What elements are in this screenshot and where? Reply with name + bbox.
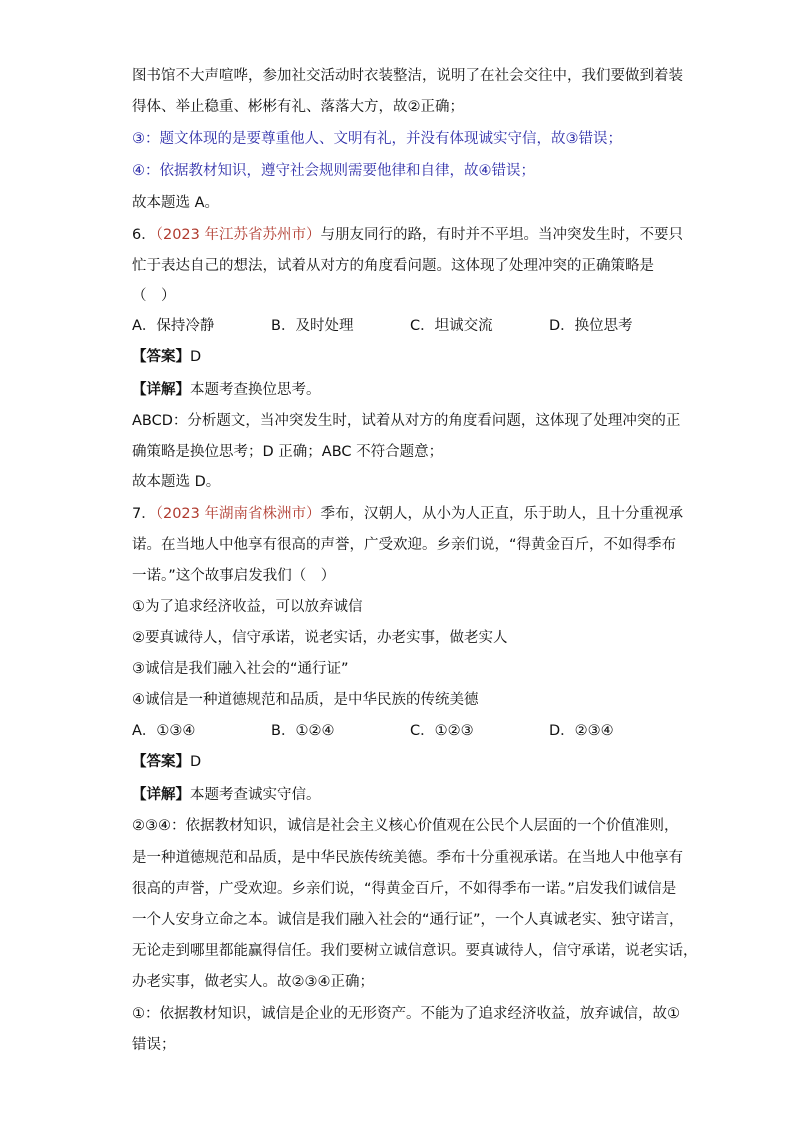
- option-c: C．坦诚交流: [410, 318, 493, 334]
- option-d: D．换位思考: [549, 318, 633, 334]
- question-number: 7．: [132, 506, 156, 522]
- statement-item: ②要真诚待人，信守承诺，说老实话，办老实事，做老实人: [132, 630, 508, 646]
- option-d: D．②③④: [549, 723, 614, 739]
- answer: [132, 752, 201, 772]
- explanation-line: ABCD：分析题文，当冲突发生时，试着从对方的角度看问题，这体现了处理冲突的正: [132, 413, 681, 429]
- prev-explanation-line: 图书馆不大声喧哗，参加社交活动时衣装整洁，说明了在社会交往中，我们要做到着装: [132, 68, 683, 84]
- statement-item: ③诚信是我们融入社会的“通行证”: [132, 661, 349, 677]
- question-7-stem: [132, 504, 683, 524]
- answer-value: D: [190, 754, 202, 770]
- detail-tag: 【详解】: [132, 382, 190, 398]
- question-6-blank: （ ）: [132, 288, 176, 304]
- answer-tag: 【答案】: [132, 349, 190, 365]
- option-b: B．及时处理: [271, 318, 354, 334]
- statement-item: ①为了追求经济收益，可以放弃诚信: [132, 599, 363, 615]
- prev-wrong-item-3: ③：题文体现的是要尊重他人、文明有礼，并没有体现诚实守信，故③错误；: [132, 131, 622, 147]
- explanation-line: 很高的声誉，广受欢迎。乡亲们说，“得黄金百斤，不如得季布一诺。”启发我们诚信是: [132, 881, 677, 897]
- question-text: 季布，汉朝人，从小为人正直，乐于助人，且十分重视承: [320, 506, 683, 522]
- question-6-stem: [132, 225, 683, 245]
- option-b: B．①②④: [271, 723, 335, 739]
- detail: [132, 785, 321, 805]
- explanation-line: 一个人安身立命之本。诚信是我们融入社会的“通行证”，一个人真诚老实、独守诺言，: [132, 912, 684, 928]
- answer-tag: 【答案】: [132, 754, 190, 770]
- detail-tag: 【详解】: [132, 787, 190, 803]
- prev-conclusion: 故本题选 A。: [132, 195, 220, 211]
- explanation-line: ②③④：依据教材知识，诚信是社会主义核心价值观在公民个人层面的一个价值准则，: [132, 818, 679, 834]
- question-7-stem-line2: 诺。在当地人中他享有很高的声誉，广受欢迎。乡亲们说，“得黄金百斤，不如得季布: [132, 537, 677, 553]
- explanation-line: 是一种道德规范和品质，是中华民族传统美德。季布十分重视承诺。在当地人中他享有: [132, 850, 683, 866]
- answer: [132, 347, 201, 367]
- question-text: 与朋友同行的路，有时并不平坦。当冲突发生时，不要只: [320, 227, 683, 243]
- question-7-stem-line3: 一诺。”这个故事启发我们（ ）: [132, 568, 336, 584]
- conclusion: 故本题选 D。: [132, 474, 221, 490]
- prev-explanation-line: 得体、举止稳重、彬彬有礼、落落大方，故②正确；: [132, 99, 464, 115]
- statement-item: ④诚信是一种道德规范和品质，是中华民族的传统美德: [132, 692, 479, 708]
- option-c: C．①②③: [410, 723, 474, 739]
- question-source: （2023 年湖南省株洲市）: [155, 506, 321, 522]
- answer-value: D: [190, 349, 202, 365]
- explanation-line: 确策略是换位思考；D 正确；ABC 不符合题意；: [132, 444, 444, 460]
- option-a: A．保持冷静: [132, 318, 215, 334]
- question-6-stem-line2: 忙于表达自己的想法，试着从对方的角度看问题。这体现了处理冲突的正确策略是: [132, 258, 654, 274]
- question-number: 6．: [132, 227, 156, 243]
- prev-wrong-item-4: ④：依据教材知识，遵守社会规则需要他律和自律，故④错误；: [132, 163, 535, 179]
- wrong-item-explanation: ①：依据教材知识，诚信是企业的无形资产。不能为了追求经济收益，放弃诚信，故①: [132, 1006, 680, 1022]
- detail: [132, 380, 321, 400]
- explanation-line: 办老实事，做老实人。故②③④正确；: [132, 974, 374, 990]
- wrong-item-explanation: 错误；: [132, 1037, 176, 1053]
- question-source: （2023 年江苏省苏州市）: [155, 227, 321, 243]
- option-a: A．①③④: [132, 723, 196, 739]
- explanation-line: 无论走到哪里都能赢得信任。我们要树立诚信意识。要真诚待人，信守承诺，说老实话，: [132, 943, 698, 959]
- detail-text: 本题考查换位思考。: [190, 382, 321, 398]
- detail-text: 本题考查诚实守信。: [190, 787, 321, 803]
